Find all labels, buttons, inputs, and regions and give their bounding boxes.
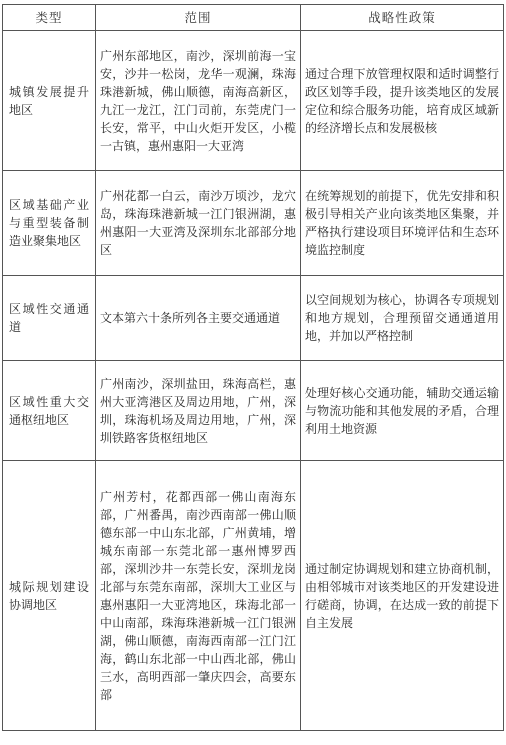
table-header-row (3, 5, 504, 31)
header-scope: 范围 (96, 5, 301, 31)
cell-scope: 广州花都一白云，南沙万顷沙，龙穴岛，珠海珠港新城一江门银洲湖，惠州惠阳一大亚湾及深圳东北部部分地区 (96, 171, 301, 276)
policy-table (2, 4, 504, 731)
cell-type: 城镇发展提升地区 (3, 31, 96, 171)
table-row (3, 276, 504, 361)
table-row (3, 171, 504, 276)
cell-scope: 文本第六十条所列各主要交通通道 (96, 276, 301, 361)
table-row (3, 31, 504, 171)
cell-scope: 广州芳村，花都西部一佛山南海东部，广州番禺，南沙西南部一佛山顺德东部一中山东北部，广州黄埔，增城东南部一东莞北部一惠州博罗西部，深圳沙井一东莞长安，深圳龙岗北部与东莞东南部，深圳大工业区与惠州惠阳一大亚湾地区，珠海北部一中山南部，珠海珠港新城一江门银洲湖，佛山顺德，南海西南部一江门江海，鹤山东北部一中山西北部，佛山三水，高明西部一肇庆四会，高要东部 (96, 461, 301, 731)
cell-policy: 以空间规划为核心，协调各专项规划和地方规划，合理预留交通通道用地，并加以严格控制 (301, 276, 504, 361)
cell-type: 城际规划建设协调地区 (3, 461, 96, 731)
cell-policy: 处理好核心交通功能，辅助交通运输与物流功能和其他发展的矛盾，合理利用土地资源 (301, 361, 504, 461)
header-type: 类型 (3, 5, 96, 31)
header-policy: 战略性政策 (301, 5, 504, 31)
cell-type: 区域基础产业与重型装备制造业聚集地区 (3, 171, 96, 276)
cell-type: 区域性重大交通枢纽地区 (3, 361, 96, 461)
cell-type: 区域性交通通道 (3, 276, 96, 361)
cell-scope: 广州东部地区，南沙，深圳前海一宝安，沙井一松岗，龙华一观澜，珠海珠港新城，佛山顺德，南海高新区，九江一龙江，江门司前，东莞虎门一长安，常平，中山火炬开发区，小榄一古镇，惠州惠阳一大亚湾 (96, 31, 301, 171)
cell-policy: 通过制定协调规划和建立协商机制，由相邻城市对该类地区的开发建设进行磋商，协调，在达成一致的前提下自主发展 (301, 461, 504, 731)
cell-policy: 通过合理下放管理权限和适时调整行政区划等手段，提升该类地区的发展定位和综合服务功能，培育成区域新的经济增长点和发展极核 (301, 31, 504, 171)
table-row (3, 361, 504, 461)
cell-policy: 在统筹规划的前提下，优先安排和积极引导相关产业向该类地区集聚，并严格执行建设项目环境评估和生态环境监控制度 (301, 171, 504, 276)
cell-scope: 广州南沙，深圳盐田，珠海高栏，惠州大亚湾港区及周边用地，广州，深圳，珠海机场及周边用地，广州，深圳铁路客货枢纽地区 (96, 361, 301, 461)
table-row (3, 461, 504, 731)
